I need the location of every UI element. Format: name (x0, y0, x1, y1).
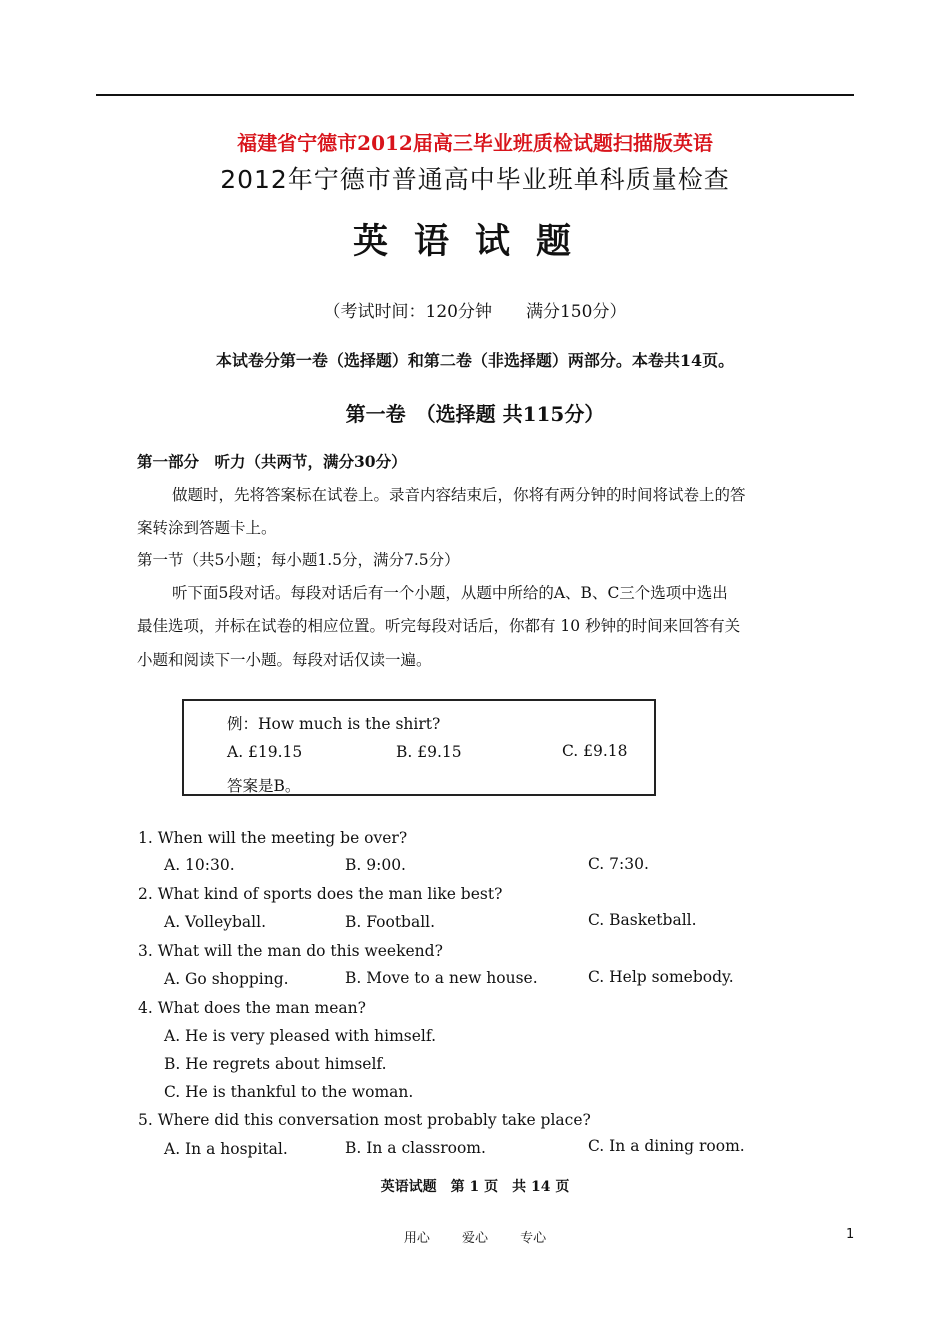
question-5: 5. Where did this conversation most probably take place? (138, 1111, 591, 1129)
question-1-option-a: A. 10:30. (164, 856, 235, 874)
subsection-heading: 第一节（共5小题；每小题1.5分，满分7.5分） (137, 551, 460, 569)
example-option-b: B. £9.15 (396, 743, 462, 761)
question-4-option-c: C. He is thankful to the woman. (164, 1083, 414, 1101)
sub-instruction-line-3: 小题和阅读下一小题。每段对话仅读一遍。 (137, 651, 432, 669)
exam-time-info: （考试时间：120分钟 满分150分） (323, 302, 627, 322)
instruction-line-2: 案转涂到答题卡上。 (137, 519, 277, 537)
exam-description: 本试卷分第一卷（选择题）和第二卷（非选择题）两部分。本卷共14页。 (215, 351, 735, 370)
example-option-c: C. £9.18 (562, 742, 628, 760)
example-answer: 答案是B。 (227, 777, 301, 795)
question-4: 4. What does the man mean? (138, 999, 366, 1017)
question-2-option-b: B. Football. (345, 913, 436, 931)
part-one-title: 第一卷 （选择题 共115分） (345, 402, 605, 426)
top-rule (96, 94, 854, 96)
document-subtitle: 2012年宁德市普通高中毕业班单科质量检查 (220, 165, 730, 194)
sub-instruction-line-1: 听下面5段对话。每段对话后有一个小题，从题中所给的A、B、C三个选项中选出 (172, 584, 728, 602)
document-red-title: 福建省宁德市2012届高三毕业班质检试题扫描版英语 (237, 131, 713, 155)
example-question: 例：How much is the shirt? (227, 715, 441, 733)
question-3-option-c: C. Help somebody. (588, 968, 734, 986)
question-4-option-b: B. He regrets about himself. (164, 1055, 387, 1073)
question-3-option-b: B. Move to a new house. (345, 969, 538, 987)
question-1-option-c: C. 7:30. (588, 855, 649, 873)
page-footer: 英语试题 第 1 页 共 14 页 (380, 1179, 570, 1195)
question-3: 3. What will the man do this weekend? (138, 942, 443, 960)
sub-instruction-line-2: 最佳选项，并标在试卷的相应位置。听完每段对话后，你都有 10 秒钟的时间来回答有关 (137, 617, 741, 635)
example-option-a: A. £19.15 (227, 743, 303, 761)
question-5-option-b: B. In a classroom. (345, 1139, 486, 1157)
question-5-option-c: C. In a dining room. (588, 1137, 745, 1155)
document-main-title: 英语试题 (352, 221, 597, 262)
question-4-option-a: A. He is very pleased with himself. (164, 1027, 436, 1045)
question-2-option-a: A. Volleyball. (164, 913, 266, 931)
question-2: 2. What kind of sports does the man like best? (138, 885, 503, 903)
footer-motto: 用心 爱心 专心 (403, 1231, 547, 1246)
question-3-option-a: A. Go shopping. (164, 970, 289, 988)
instruction-line-1: 做题时，先将答案标在试卷上。录音内容结束后，你将有两分钟的时间将试卷上的答 (172, 486, 746, 504)
question-2-option-c: C. Basketball. (588, 911, 697, 929)
section-heading: 第一部分 听力（共两节，满分30分） (137, 452, 407, 471)
page-number: 1 (846, 1227, 855, 1242)
question-1: 1. When will the meeting be over? (138, 829, 408, 847)
question-5-option-a: A. In a hospital. (164, 1140, 288, 1158)
question-1-option-b: B. 9:00. (345, 856, 406, 874)
